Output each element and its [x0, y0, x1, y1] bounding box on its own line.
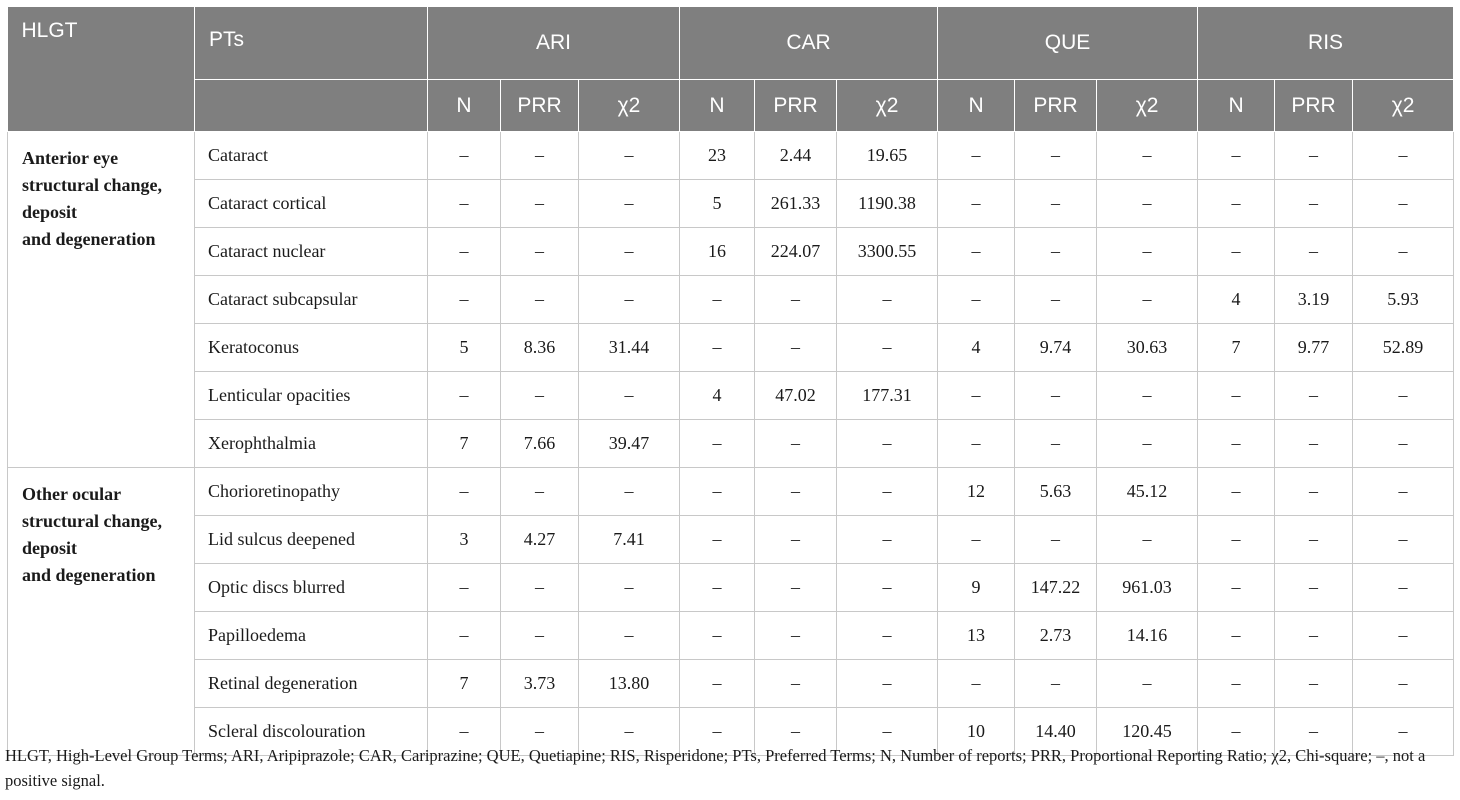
value-cell: – [755, 708, 837, 756]
value-cell: – [938, 228, 1015, 276]
value-cell: – [837, 612, 938, 660]
table-row [8, 660, 1454, 708]
preferred-term: Lid sulcus deepened [195, 516, 428, 564]
value-cell: – [837, 564, 938, 612]
value-cell: – [1275, 132, 1353, 180]
value-cell: – [680, 660, 755, 708]
value-cell: – [428, 228, 501, 276]
hlgt-name-line: deposit [22, 202, 78, 222]
value-cell: 7.41 [579, 516, 680, 564]
value-cell: – [1015, 276, 1097, 324]
value-cell: 4 [680, 372, 755, 420]
header-prr: PRR [501, 80, 579, 132]
value-cell: – [680, 468, 755, 516]
value-cell: – [428, 468, 501, 516]
value-cell: – [680, 420, 755, 468]
table-row [8, 420, 1454, 468]
value-cell: – [938, 132, 1015, 180]
value-cell: 9.77 [1275, 324, 1353, 372]
value-cell: – [1275, 708, 1353, 756]
value-cell: – [837, 516, 938, 564]
preferred-term: Chorioretinopathy [195, 468, 428, 516]
value-cell: – [1097, 132, 1198, 180]
value-cell: – [1275, 564, 1353, 612]
value-cell: 23 [680, 132, 755, 180]
value-cell: 7 [428, 420, 501, 468]
hlgt-name-line: Anterior eye [22, 148, 119, 168]
value-cell: 3.19 [1275, 276, 1353, 324]
value-cell: 31.44 [579, 324, 680, 372]
value-cell: – [1353, 564, 1454, 612]
value-cell: – [1353, 660, 1454, 708]
value-cell: – [579, 132, 680, 180]
value-cell: 14.16 [1097, 612, 1198, 660]
header-drug: CAR [680, 7, 938, 80]
value-cell: – [1198, 708, 1275, 756]
table-row [8, 228, 1454, 276]
value-cell: – [1097, 228, 1198, 276]
value-cell: – [1015, 660, 1097, 708]
table-footnote: HLGT, High-Level Group Terms; ARI, Aripiprazole; CAR, Cariprazine; QUE, Quetiapine; RIS, Risperidone; PTs, Preferred Terms; N, Number of reports; PRR, Proportional Reporting Ratio; χ2, Chi-square; –, not a positive signal. [5, 746, 1426, 790]
value-cell: – [1275, 660, 1353, 708]
table-container [7, 7, 1453, 756]
header-chi2: χ2 [1353, 80, 1454, 132]
value-cell: – [680, 516, 755, 564]
value-cell: – [501, 468, 579, 516]
table-row [8, 468, 1454, 516]
value-cell: 5.63 [1015, 468, 1097, 516]
value-cell: – [579, 180, 680, 228]
value-cell: – [938, 276, 1015, 324]
hlgt-name-line: Other ocular [22, 484, 122, 504]
value-cell: – [428, 180, 501, 228]
value-cell: – [938, 180, 1015, 228]
value-cell: 120.45 [1097, 708, 1198, 756]
value-cell: – [1353, 420, 1454, 468]
value-cell: – [1097, 372, 1198, 420]
value-cell: 4 [938, 324, 1015, 372]
value-cell: – [501, 276, 579, 324]
table-row [8, 372, 1454, 420]
preferred-term: Retinal degeneration [195, 660, 428, 708]
value-cell: 45.12 [1097, 468, 1198, 516]
value-cell: – [1353, 708, 1454, 756]
table-row [8, 564, 1454, 612]
value-cell: 13.80 [579, 660, 680, 708]
value-cell: – [579, 612, 680, 660]
header-row-metrics [8, 80, 1454, 132]
value-cell: – [428, 276, 501, 324]
value-cell: 4 [1198, 276, 1275, 324]
value-cell: 9.74 [1015, 324, 1097, 372]
value-cell: – [1275, 372, 1353, 420]
table-row [8, 324, 1454, 372]
value-cell: 12 [938, 468, 1015, 516]
value-cell: – [938, 420, 1015, 468]
value-cell: – [755, 468, 837, 516]
preferred-term: Cataract subcapsular [195, 276, 428, 324]
table-row [8, 132, 1454, 180]
value-cell: – [837, 708, 938, 756]
table-body [8, 132, 1454, 756]
value-cell: 5 [680, 180, 755, 228]
value-cell: – [1275, 180, 1353, 228]
value-cell: 19.65 [837, 132, 938, 180]
value-cell: – [1097, 516, 1198, 564]
value-cell: 1190.38 [837, 180, 938, 228]
hlgt-name-line: structural change, [22, 511, 162, 531]
hlgt-name-line: structural change, [22, 175, 162, 195]
value-cell: – [1198, 564, 1275, 612]
value-cell: – [1015, 372, 1097, 420]
value-cell: – [837, 660, 938, 708]
value-cell: – [501, 708, 579, 756]
value-cell: – [1198, 420, 1275, 468]
value-cell: 4.27 [501, 516, 579, 564]
value-cell: – [579, 468, 680, 516]
value-cell: – [501, 228, 579, 276]
hlgt-group-name [8, 468, 195, 756]
value-cell: 5.93 [1353, 276, 1454, 324]
header-chi2: χ2 [837, 80, 938, 132]
header-hlgt: HLGT [8, 7, 195, 132]
value-cell: – [1015, 516, 1097, 564]
value-cell: – [501, 564, 579, 612]
value-cell: – [1198, 228, 1275, 276]
header-n: N [680, 80, 755, 132]
table-row [8, 516, 1454, 564]
value-cell: – [1353, 468, 1454, 516]
value-cell: 47.02 [755, 372, 837, 420]
value-cell: – [428, 564, 501, 612]
value-cell: – [1015, 180, 1097, 228]
table-row [8, 612, 1454, 660]
hlgt-name-line: and degeneration [22, 229, 156, 249]
header-chi2: χ2 [1097, 80, 1198, 132]
value-cell: – [1097, 420, 1198, 468]
value-cell: – [1353, 180, 1454, 228]
value-cell: – [755, 324, 837, 372]
value-cell: 10 [938, 708, 1015, 756]
value-cell: – [1198, 660, 1275, 708]
value-cell: – [428, 708, 501, 756]
header-prr: PRR [1015, 80, 1097, 132]
value-cell: – [938, 372, 1015, 420]
value-cell: 961.03 [1097, 564, 1198, 612]
value-cell: 16 [680, 228, 755, 276]
value-cell: 2.73 [1015, 612, 1097, 660]
table-row [8, 276, 1454, 324]
value-cell: – [938, 516, 1015, 564]
value-cell: – [755, 420, 837, 468]
value-cell: – [755, 612, 837, 660]
value-cell: – [755, 660, 837, 708]
value-cell: – [1198, 180, 1275, 228]
value-cell: – [1275, 612, 1353, 660]
value-cell: – [1353, 132, 1454, 180]
value-cell: – [680, 324, 755, 372]
value-cell: – [837, 420, 938, 468]
value-cell: – [680, 564, 755, 612]
preferred-term: Cataract nuclear [195, 228, 428, 276]
value-cell: – [680, 276, 755, 324]
header-n: N [938, 80, 1015, 132]
header-n: N [428, 80, 501, 132]
value-cell: – [837, 324, 938, 372]
value-cell: – [837, 276, 938, 324]
hlgt-name-line: deposit [22, 538, 78, 558]
preferred-term: Lenticular opacities [195, 372, 428, 420]
value-cell: – [1353, 228, 1454, 276]
value-cell: 3300.55 [837, 228, 938, 276]
value-cell: – [938, 660, 1015, 708]
preferred-term: Xerophthalmia [195, 420, 428, 468]
value-cell: – [1353, 516, 1454, 564]
value-cell: – [1275, 516, 1353, 564]
value-cell: – [579, 228, 680, 276]
header-row-drugs [8, 7, 1454, 80]
value-cell: – [501, 612, 579, 660]
value-cell: – [1198, 468, 1275, 516]
value-cell: – [428, 132, 501, 180]
value-cell: – [1198, 612, 1275, 660]
value-cell: – [579, 564, 680, 612]
header-drug: QUE [938, 7, 1198, 80]
value-cell: – [1015, 132, 1097, 180]
value-cell: – [1275, 468, 1353, 516]
value-cell: – [1198, 132, 1275, 180]
header-chi2: χ2 [579, 80, 680, 132]
value-cell: – [501, 180, 579, 228]
value-cell: – [1015, 228, 1097, 276]
value-cell: 177.31 [837, 372, 938, 420]
value-cell: 261.33 [755, 180, 837, 228]
value-cell: – [579, 276, 680, 324]
value-cell: 8.36 [501, 324, 579, 372]
value-cell: 5 [428, 324, 501, 372]
value-cell: 30.63 [1097, 324, 1198, 372]
value-cell: – [428, 612, 501, 660]
preferred-term: Papilloedema [195, 612, 428, 660]
value-cell: – [755, 276, 837, 324]
value-cell: – [1015, 420, 1097, 468]
preferred-term: Cataract [195, 132, 428, 180]
value-cell: – [1097, 276, 1198, 324]
header-prr: PRR [1275, 80, 1353, 132]
value-cell: 3.73 [501, 660, 579, 708]
value-cell: 13 [938, 612, 1015, 660]
value-cell: – [501, 372, 579, 420]
value-cell: – [579, 372, 680, 420]
value-cell: – [1198, 516, 1275, 564]
header-pts-blank [195, 80, 428, 132]
preferred-term: Keratoconus [195, 324, 428, 372]
value-cell: 3 [428, 516, 501, 564]
value-cell: – [680, 708, 755, 756]
value-cell: – [1275, 228, 1353, 276]
value-cell: 7.66 [501, 420, 579, 468]
header-n: N [1198, 80, 1275, 132]
table-row [8, 180, 1454, 228]
value-cell: – [680, 612, 755, 660]
value-cell: – [1097, 660, 1198, 708]
preferred-term: Cataract cortical [195, 180, 428, 228]
value-cell: – [1097, 180, 1198, 228]
header-drug: RIS [1198, 7, 1454, 80]
value-cell: – [755, 564, 837, 612]
value-cell: 7 [1198, 324, 1275, 372]
value-cell: 7 [428, 660, 501, 708]
header-prr: PRR [755, 80, 837, 132]
value-cell: – [428, 372, 501, 420]
hlgt-name-line: and degeneration [22, 565, 156, 585]
preferred-term: Optic discs blurred [195, 564, 428, 612]
value-cell: 147.22 [1015, 564, 1097, 612]
value-cell: 14.40 [1015, 708, 1097, 756]
value-cell: 9 [938, 564, 1015, 612]
value-cell: 224.07 [755, 228, 837, 276]
value-cell: – [1198, 372, 1275, 420]
value-cell: – [755, 516, 837, 564]
value-cell: 52.89 [1353, 324, 1454, 372]
value-cell: 39.47 [579, 420, 680, 468]
signal-table [7, 7, 1454, 756]
value-cell: – [501, 132, 579, 180]
value-cell: – [579, 708, 680, 756]
header-pts: PTs [195, 7, 428, 80]
hlgt-group-name [8, 132, 195, 468]
value-cell: – [1353, 372, 1454, 420]
preferred-term: Scleral discolouration [195, 708, 428, 756]
value-cell: – [837, 468, 938, 516]
value-cell: – [1275, 420, 1353, 468]
header-drug: ARI [428, 7, 680, 80]
value-cell: 2.44 [755, 132, 837, 180]
value-cell: – [1353, 612, 1454, 660]
